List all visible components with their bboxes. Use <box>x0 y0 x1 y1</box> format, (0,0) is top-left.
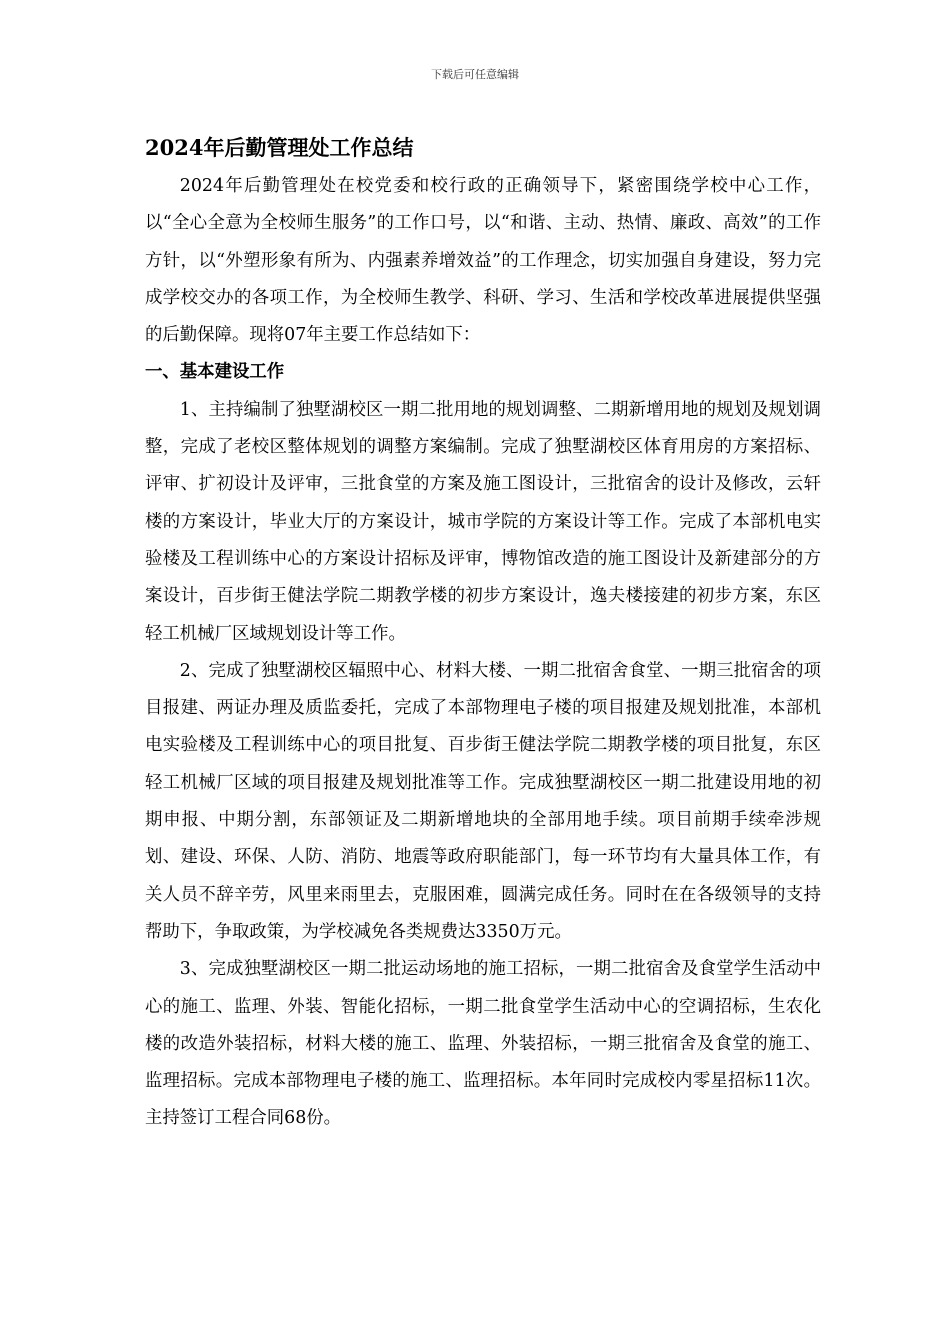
document-body <box>145 128 821 1138</box>
paragraph-3: 3、完成独墅湖校区一期二批运动场地的施工招标，一期二批宿舍及食堂学生活动中心的施工、监理、外装、智能化招标，一期二批食堂学生活动中心的空调招标，生农化楼的改造外装招标，材料大楼的施工、监理、外装招标，一期三批宿舍及食堂的施工、监理招标。完成本部物理电子楼的施工、监理招标。本年同时完成校内零星招标11次。主持签订工程合同68份。 <box>145 959 821 1129</box>
intro-paragraph: 2024年后勤管理处在校党委和校行政的正确领导下，紧密围绕学校中心工作，以“全心全意为全校师生服务”的工作口号，以“和谐、主动、热情、廉政、高效”的工作方针，以“外塑形象有所为、内强素养增效益”的工作理念，切实加强自身建设，努力完成学校交办的各项工作，为全校师生教学、科研、学习、生活和学校改革进展提供坚强的后勤保障。现将07年主要工作总结如下： <box>145 176 821 346</box>
document-title: 2024年后勤管理处工作总结 <box>145 135 414 160</box>
paragraph-1: 1、主持编制了独墅湖校区一期二批用地的规划调整、二期新增用地的规划及规划调整，完成了老校区整体规划的调整方案编制。完成了独墅湖校区体育用房的方案招标、评审、扩初设计及评审，三批食堂的方案及施工图设计，三批宿舍的设计及修改，云轩楼的方案设计，毕业大厅的方案设计，城市学院的方案设计等工作。完成了本部机电实验楼及工程训练中心的方案设计招标及评审，博物馆改造的施工图设计及新建部分的方案设计，百步街王健法学院二期教学楼的初步方案设计，逸夫楼接建的初步方案，东区轻工机械厂区域规划设计等工作。 <box>145 399 821 644</box>
paragraph-2: 2、完成了独墅湖校区辐照中心、材料大楼、一期二批宿舍食堂、一期三批宿舍的项目报建、两证办理及质监委托，完成了本部物理电子楼的项目报建及规划批准，本部机电实验楼及工程训练中心的项目批复、百步街王健法学院二期教学楼的项目批复，东区轻工机械厂区域的项目报建及规划批准等工作。完成独墅湖校区一期二批建设用地的初期申报、中期分割，东部领证及二期新增地块的全部用地手续。项目前期手续牵涉规划、建设、环保、人防、消防、地震等政府职能部门，每一环节均有大量具体工作，有关人员不辞辛劳，风里来雨里去，克服困难，圆满完成任务。同时在在各级领导的支持帮助下，争取政策，为学校减免各类规费达3350万元。 <box>145 660 821 942</box>
page-header-note: 下载后可任意编辑 <box>431 68 519 81</box>
section-heading: 一、基本建设工作 <box>145 362 285 383</box>
